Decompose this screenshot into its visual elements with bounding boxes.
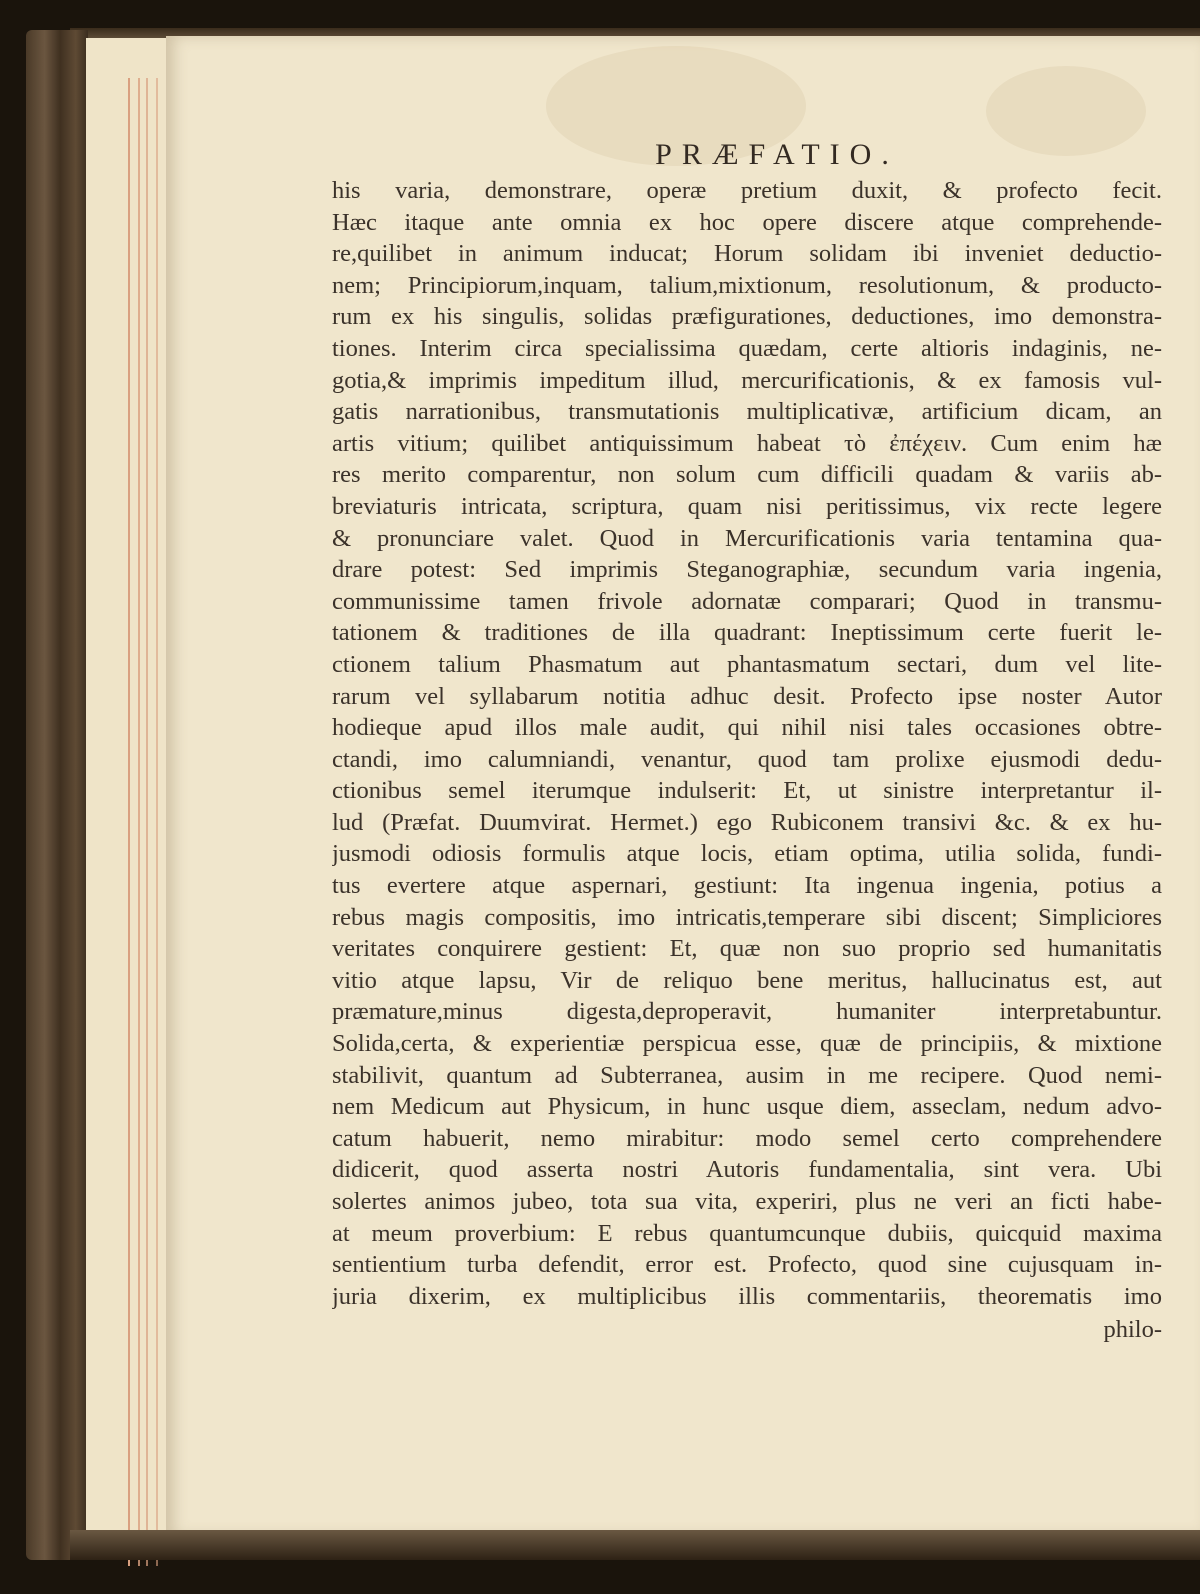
- text-line: Hæc itaque ante omnia ex hoc opere discere atque comprehende-: [332, 208, 1162, 236]
- text-line: tus evertere atque aspernari, gestiunt: Ita ingenua ingenia, potius a: [332, 872, 1162, 900]
- text-line: catum habuerit, nemo mirabitur: modo semel certo comprehendere: [332, 1124, 1162, 1152]
- red-page-edge: [138, 78, 140, 1566]
- text-line: stabilivit, quantum ad Subterranea, ausim in me recipere. Quod nemi-: [332, 1061, 1162, 1089]
- text-line: tationem & traditiones de illa quadrant: Ineptissimum certe fuerit le-: [332, 619, 1162, 647]
- text-line: sentientium turba defendit, error est. Profecto, quod sine cujusquam in-: [332, 1251, 1162, 1279]
- text-line: rarum vel syllabarum notitia adhuc desit. Profecto ipse noster Autor: [332, 682, 1162, 710]
- red-page-edge: [156, 78, 158, 1566]
- text-line: his varia, demonstrare, operæ pretium duxit, & profecto fecit.: [332, 177, 1162, 204]
- text-line: præmature,minus digesta,deproperavit, humaniter interpretabuntur.: [332, 998, 1162, 1026]
- text-line: juria dixerim, ex multiplicibus illis commentariis, theorematis imo: [332, 1282, 1162, 1310]
- text-line: drare potest: Sed imprimis Steganographiæ, secundum varia ingenia,: [332, 556, 1162, 584]
- text-line: communissime tamen frivole adornatæ comparari; Quod in transmu-: [332, 587, 1162, 615]
- text-line: solertes animos jubeo, tota sua vita, experiri, plus ne veri an ficti habe-: [332, 1188, 1162, 1215]
- text-line: rebus magis compositis, imo intricatis,temperare sibi discent; Simpliciores: [332, 903, 1162, 931]
- text-line: & pronunciare valet. Quod in Mercurificationis varia tentamina qua-: [332, 524, 1162, 552]
- text-line: nem Medicum aut Physicum, in hunc usque diem, asseclam, nedum advo-: [332, 1093, 1162, 1121]
- text-line: rum ex his singulis, solidas præfigurationes, deductiones, imo demonstra-: [332, 303, 1162, 331]
- text-line: ctionem talium Phasmatum aut phantasmatum sectari, dum vel lite-: [332, 650, 1162, 678]
- text-line: didicerit, quod asserta nostri Autoris fundamentalia, sint vera. Ubi: [332, 1156, 1162, 1184]
- text-line: at meum proverbium: E rebus quantumcunque dubiis, quicquid maxima: [332, 1219, 1162, 1247]
- text-line: ctionibus semel iterumque indulserit: Et, ut sinistre interpretantur il-: [332, 777, 1162, 805]
- text-line: nem; Principiorum,inquam, talium,mixtionum, resolutionum, & producto-: [332, 271, 1162, 299]
- text-line: jusmodi odiosis formulis atque locis, etiam optima, utilia solida, fundi-: [332, 840, 1162, 868]
- text-line: ctandi, imo calumniandi, venantur, quod tam prolixe ejusmodi dedu-: [332, 745, 1162, 773]
- page-block-edges: [86, 38, 170, 1538]
- text-lines: [332, 175, 1162, 1312]
- book-binding: [26, 30, 88, 1560]
- text-line: breviaturis intricata, scriptura, quam nisi peritissimus, vix recte legere: [332, 492, 1162, 520]
- book-bottom-edge: [70, 1530, 1200, 1560]
- text-line: Solida,certa, & experientiæ perspicua esse, quæ de principiis, & mixtione: [332, 1030, 1162, 1058]
- red-page-edge: [128, 78, 130, 1566]
- text-line: tiones. Interim circa specialissima quædam, certe altioris indaginis, ne-: [332, 334, 1162, 362]
- running-head: PRÆFATIO.: [655, 138, 899, 171]
- text-line: lud (Præfat. Duumvirat. Hermet.) ego Rubiconem transivi &c. & ex hu-: [332, 808, 1162, 836]
- page-text-block: [332, 135, 1162, 1346]
- text-line: hodieque apud illos male audit, qui nihil nisi tales occasiones obtre-: [332, 714, 1162, 742]
- text-line: vitio atque lapsu, Vir de reliquo bene meritus, hallucinatus est, aut: [332, 966, 1162, 994]
- text-line: gotia,& imprimis impeditum illud, mercurificationis, & ex famosis vul-: [332, 366, 1162, 394]
- text-line: gatis narrationibus, transmutationis multiplicativæ, artificium dicam, an: [332, 398, 1162, 426]
- red-page-edge: [146, 78, 148, 1566]
- catchword: philo-: [1103, 1316, 1162, 1344]
- text-line: res merito comparentur, non solum cum difficili quadam & variis ab-: [332, 461, 1162, 489]
- text-line: veritates conquirere gestient: Et, quæ non suo proprio sed humanitatis: [332, 935, 1162, 963]
- text-line: artis vitium; quilibet antiquissimum habeat τὸ ἐπέχειν. Cum enim hæ: [332, 429, 1162, 457]
- text-line: re,quilibet in animum inducat; Horum solidam ibi inveniet deductio-: [332, 240, 1162, 268]
